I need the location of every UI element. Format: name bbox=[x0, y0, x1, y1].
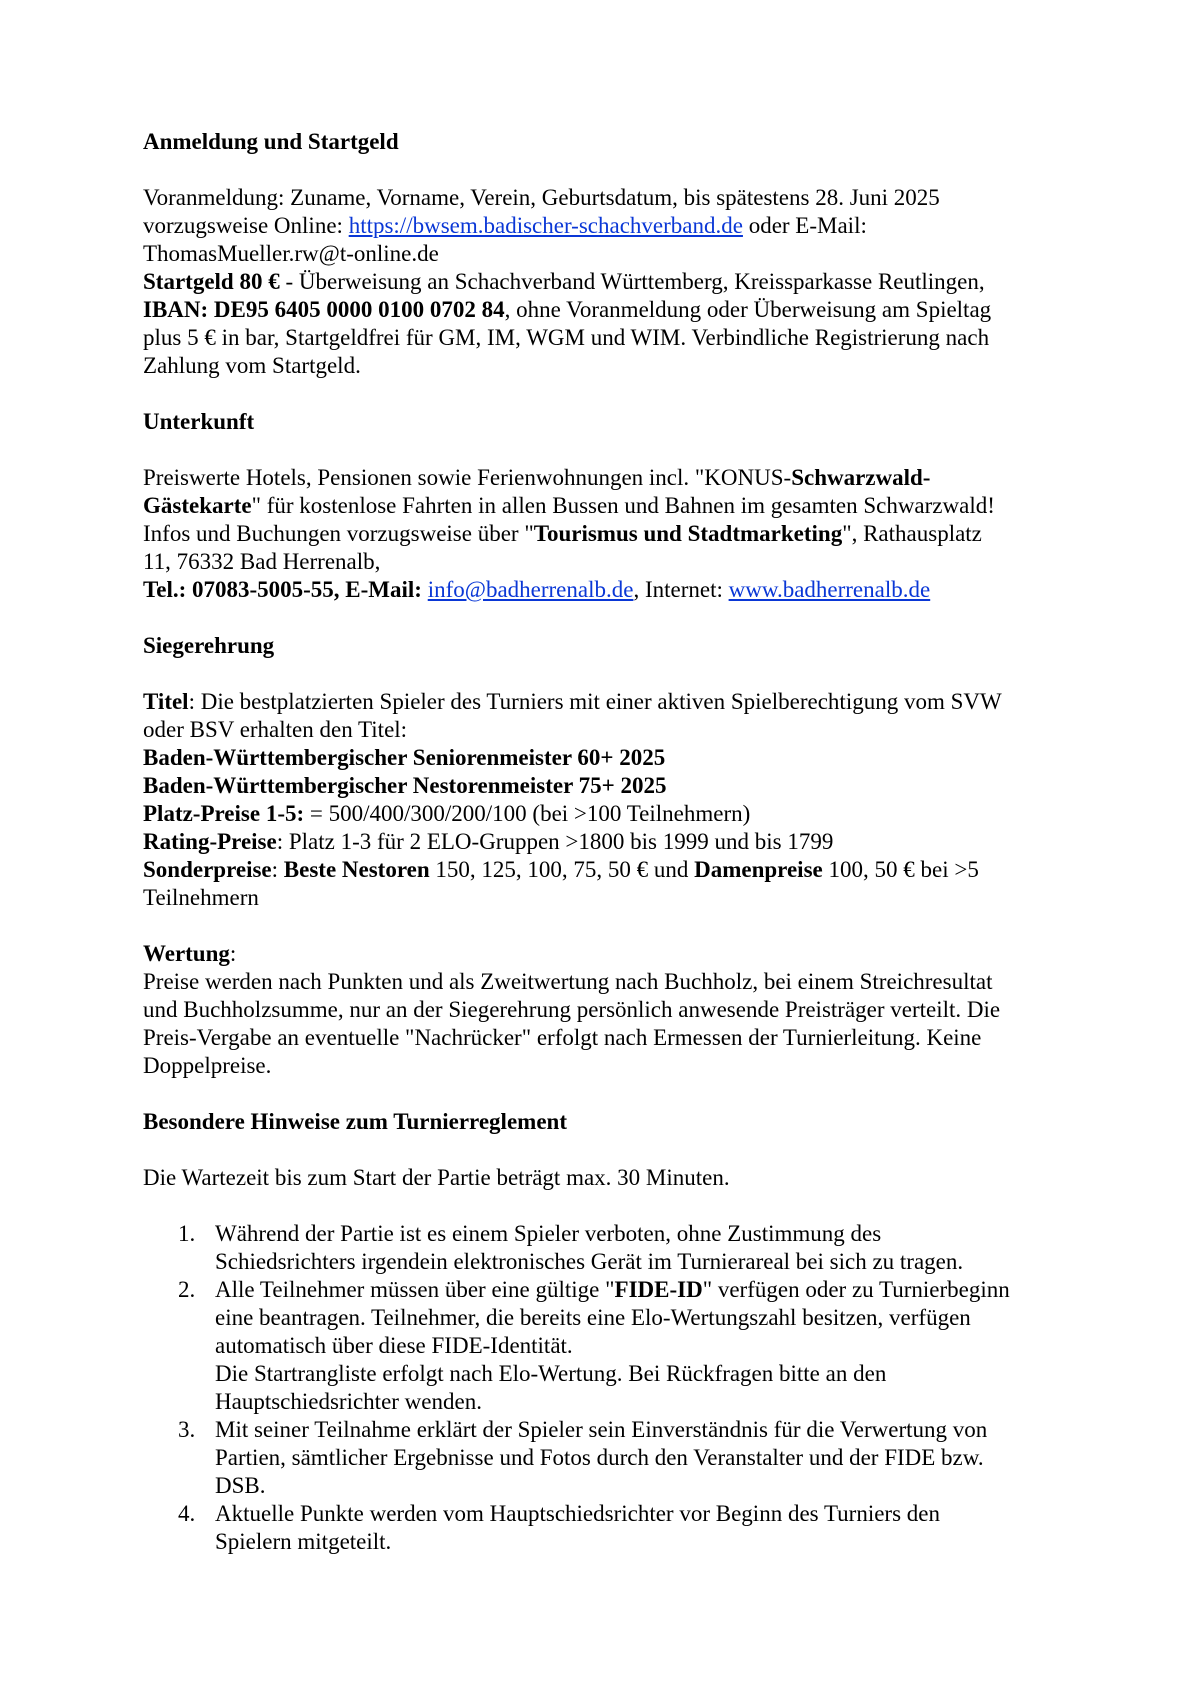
list-item-line: Schiedsrichters irgendein elektronisches Gerät im Turnierareal bei sich zu tragen. bbox=[215, 1249, 964, 1274]
wertung-colon: : bbox=[229, 941, 237, 966]
startgeld-line bbox=[143, 268, 1063, 296]
online-prefix: vorzugsweise Online: bbox=[143, 213, 349, 238]
contact-line bbox=[143, 576, 1063, 604]
list-item bbox=[143, 1276, 1063, 1416]
list-number: 4. bbox=[178, 1501, 196, 1526]
unterkunft-line-2 bbox=[143, 492, 1063, 520]
startgeld-text: - Überweisung an Schachverband Württemberg, Kreissparkasse Reutlingen, bbox=[279, 269, 985, 294]
unterkunft-line-1 bbox=[143, 464, 1063, 492]
sonderpreise-line-2: Teilnehmern bbox=[143, 885, 259, 910]
registration-link[interactable]: https://bwsem.badischer-schachverband.de bbox=[348, 213, 743, 238]
damen-text: 100, 50 € bei >5 bbox=[822, 857, 979, 882]
iban-line bbox=[143, 296, 1063, 324]
list-item bbox=[143, 1416, 1063, 1500]
titel-label: Titel bbox=[143, 689, 189, 714]
startgeld-label: Startgeld 80 € bbox=[143, 269, 280, 294]
nestoren-label: Beste Nestoren bbox=[283, 857, 430, 882]
list-item-line: Partien, sämtlicher Ergebnisse und Fotos durch den Veranstalter und der FIDE bzw. bbox=[215, 1445, 984, 1470]
unterkunft-text-2: " für kostenlose Fahrten in allen Bussen und Bahnen im gesamten Schwarzwald! bbox=[251, 493, 995, 518]
list-number: 1. bbox=[178, 1221, 196, 1246]
list-item-line: Während der Partie ist es einem Spieler verboten, ohne Zustimmung des bbox=[215, 1221, 882, 1246]
titel-line bbox=[143, 688, 1063, 716]
list-item-line: eine beantragen. Teilnehmer, die bereits eine Elo-Wertungszahl besitzen, verfügen bbox=[215, 1305, 971, 1330]
fide-text-post: " verfügen oder zu Turnierbeginn bbox=[702, 1277, 1010, 1302]
heading-anmeldung: Anmeldung und Startgeld bbox=[143, 129, 399, 154]
unterkunft-text-1: Preiswerte Hotels, Pensionen sowie Ferienwohnungen incl. "KONUS- bbox=[143, 465, 792, 490]
list-item-line: Mit seiner Teilnahme erklärt der Spieler sein Einverständnis für die Verwertung von bbox=[215, 1417, 988, 1442]
unterkunft-text-3b: ", Rathausplatz bbox=[842, 521, 982, 546]
heading-hinweise: Besondere Hinweise zum Turnierreglement bbox=[143, 1109, 567, 1134]
meister-nestoren: Baden-Württembergischer Nestorenmeister 75+ 2025 bbox=[143, 773, 667, 798]
unterkunft-line-3 bbox=[143, 520, 1063, 548]
list-item-line: Aktuelle Punkte werden vom Hauptschiedsrichter vor Beginn des Turniers den bbox=[215, 1501, 941, 1526]
sonder-colon: : bbox=[271, 857, 284, 882]
fide-id-label: FIDE-ID bbox=[614, 1277, 703, 1302]
iban-text: , ohne Voranmeldung oder Überweisung am Spieltag bbox=[504, 297, 992, 322]
list-number: 2. bbox=[178, 1277, 196, 1302]
website-link[interactable]: www.badherrenalb.de bbox=[728, 577, 931, 602]
nestoren-text: 150, 125, 100, 75, 50 € und bbox=[429, 857, 695, 882]
list-number: 3. bbox=[178, 1417, 196, 1442]
heading-siegerehrung: Siegerehrung bbox=[143, 633, 275, 658]
unterkunft-text-3: Infos und Buchungen vorzugsweise über " bbox=[143, 521, 534, 546]
sonder-label: Sonderpreise bbox=[143, 857, 272, 882]
meister-senioren: Baden-Württembergischer Seniorenmeister 60+ 2025 bbox=[143, 745, 666, 770]
list-item-line bbox=[215, 1276, 1063, 1304]
platz-preise-line bbox=[143, 800, 1063, 828]
titel-line-2: oder BSV erhalten den Titel: bbox=[143, 717, 408, 742]
online-line bbox=[143, 212, 1063, 240]
list-item-line: DSB. bbox=[215, 1473, 266, 1498]
rating-preise-line bbox=[143, 828, 1063, 856]
wertung-line-1: Preise werden nach Punkten und als Zweitwertung nach Buchholz, bei einem Streichresultat bbox=[143, 969, 993, 994]
sonderpreise-line bbox=[143, 856, 1063, 884]
wertung-heading-line bbox=[143, 940, 1063, 968]
tel-label: Tel.: 07083-5005-55, E-Mail: bbox=[143, 577, 422, 602]
list-item-line: Die Startrangliste erfolgt nach Elo-Wertung. Bei Rückfragen bitte an den bbox=[215, 1361, 887, 1386]
list-item-line: Hauptschiedsrichter wenden. bbox=[215, 1389, 482, 1414]
unterkunft-bold-3: Tourismus und Stadtmarketing bbox=[533, 521, 843, 546]
platz-text: = 500/400/300/200/100 (bei >100 Teilnehmern) bbox=[304, 801, 751, 826]
platz-label: Platz-Preise 1-5: bbox=[143, 801, 305, 826]
email-line: ThomasMueller.rw@t-online.de bbox=[143, 241, 439, 266]
list-item bbox=[143, 1220, 1063, 1276]
damen-label: Damenpreise bbox=[694, 857, 823, 882]
online-suffix: oder E-Mail: bbox=[742, 213, 867, 238]
titel-text: : Die bestplatzierten Spieler des Turniers mit einer aktiven Spielberechtigung vom SVW bbox=[188, 689, 1002, 714]
plus-line: plus 5 € in bar, Startgeldfrei für GM, IM, WGM und WIM. Verbindliche Registrierung nach bbox=[143, 325, 990, 350]
unterkunft-line-4: 11, 76332 Bad Herrenalb, bbox=[143, 549, 381, 574]
heading-wertung: Wertung bbox=[143, 941, 230, 966]
wertung-line-4: Doppelpreise. bbox=[143, 1053, 272, 1078]
unterkunft-bold-2: Gästekarte bbox=[143, 493, 252, 518]
fide-text-pre: Alle Teilnehmer müssen über eine gültige " bbox=[215, 1277, 615, 1302]
rating-label: Rating-Preise bbox=[143, 829, 277, 854]
email-link[interactable]: info@badherrenalb.de bbox=[427, 577, 634, 602]
zahlung-line: Zahlung vom Startgeld. bbox=[143, 353, 361, 378]
voranmeldung-line: Voranmeldung: Zuname, Vorname, Verein, Geburtsdatum, bis spätestens 28. Juni 2025 bbox=[143, 185, 940, 210]
wartezeit-line: Die Wartezeit bis zum Start der Partie beträgt max. 30 Minuten. bbox=[143, 1165, 730, 1190]
internet-label: , Internet: bbox=[633, 577, 729, 602]
list-item bbox=[143, 1500, 1063, 1556]
rating-text: : Platz 1-3 für 2 ELO-Gruppen >1800 bis 1999 und bis 1799 bbox=[276, 829, 834, 854]
document-page bbox=[143, 128, 1063, 1556]
wertung-line-3: Preis-Vergabe an eventuelle "Nachrücker" erfolgt nach Ermessen der Turnierleitung. Keine bbox=[143, 1025, 982, 1050]
list-item-line: Spielern mitgeteilt. bbox=[215, 1529, 392, 1554]
regulation-list bbox=[143, 1220, 1063, 1556]
wertung-line-2: und Buchholzsumme, nur an der Siegerehrung persönlich anwesende Preisträger verteilt. Die bbox=[143, 997, 1001, 1022]
heading-unterkunft: Unterkunft bbox=[143, 409, 255, 434]
list-item-line: automatisch über diese FIDE-Identität. bbox=[215, 1333, 573, 1358]
unterkunft-bold-1: Schwarzwald- bbox=[791, 465, 931, 490]
iban-label: IBAN: DE95 6405 0000 0100 0702 84 bbox=[143, 297, 505, 322]
